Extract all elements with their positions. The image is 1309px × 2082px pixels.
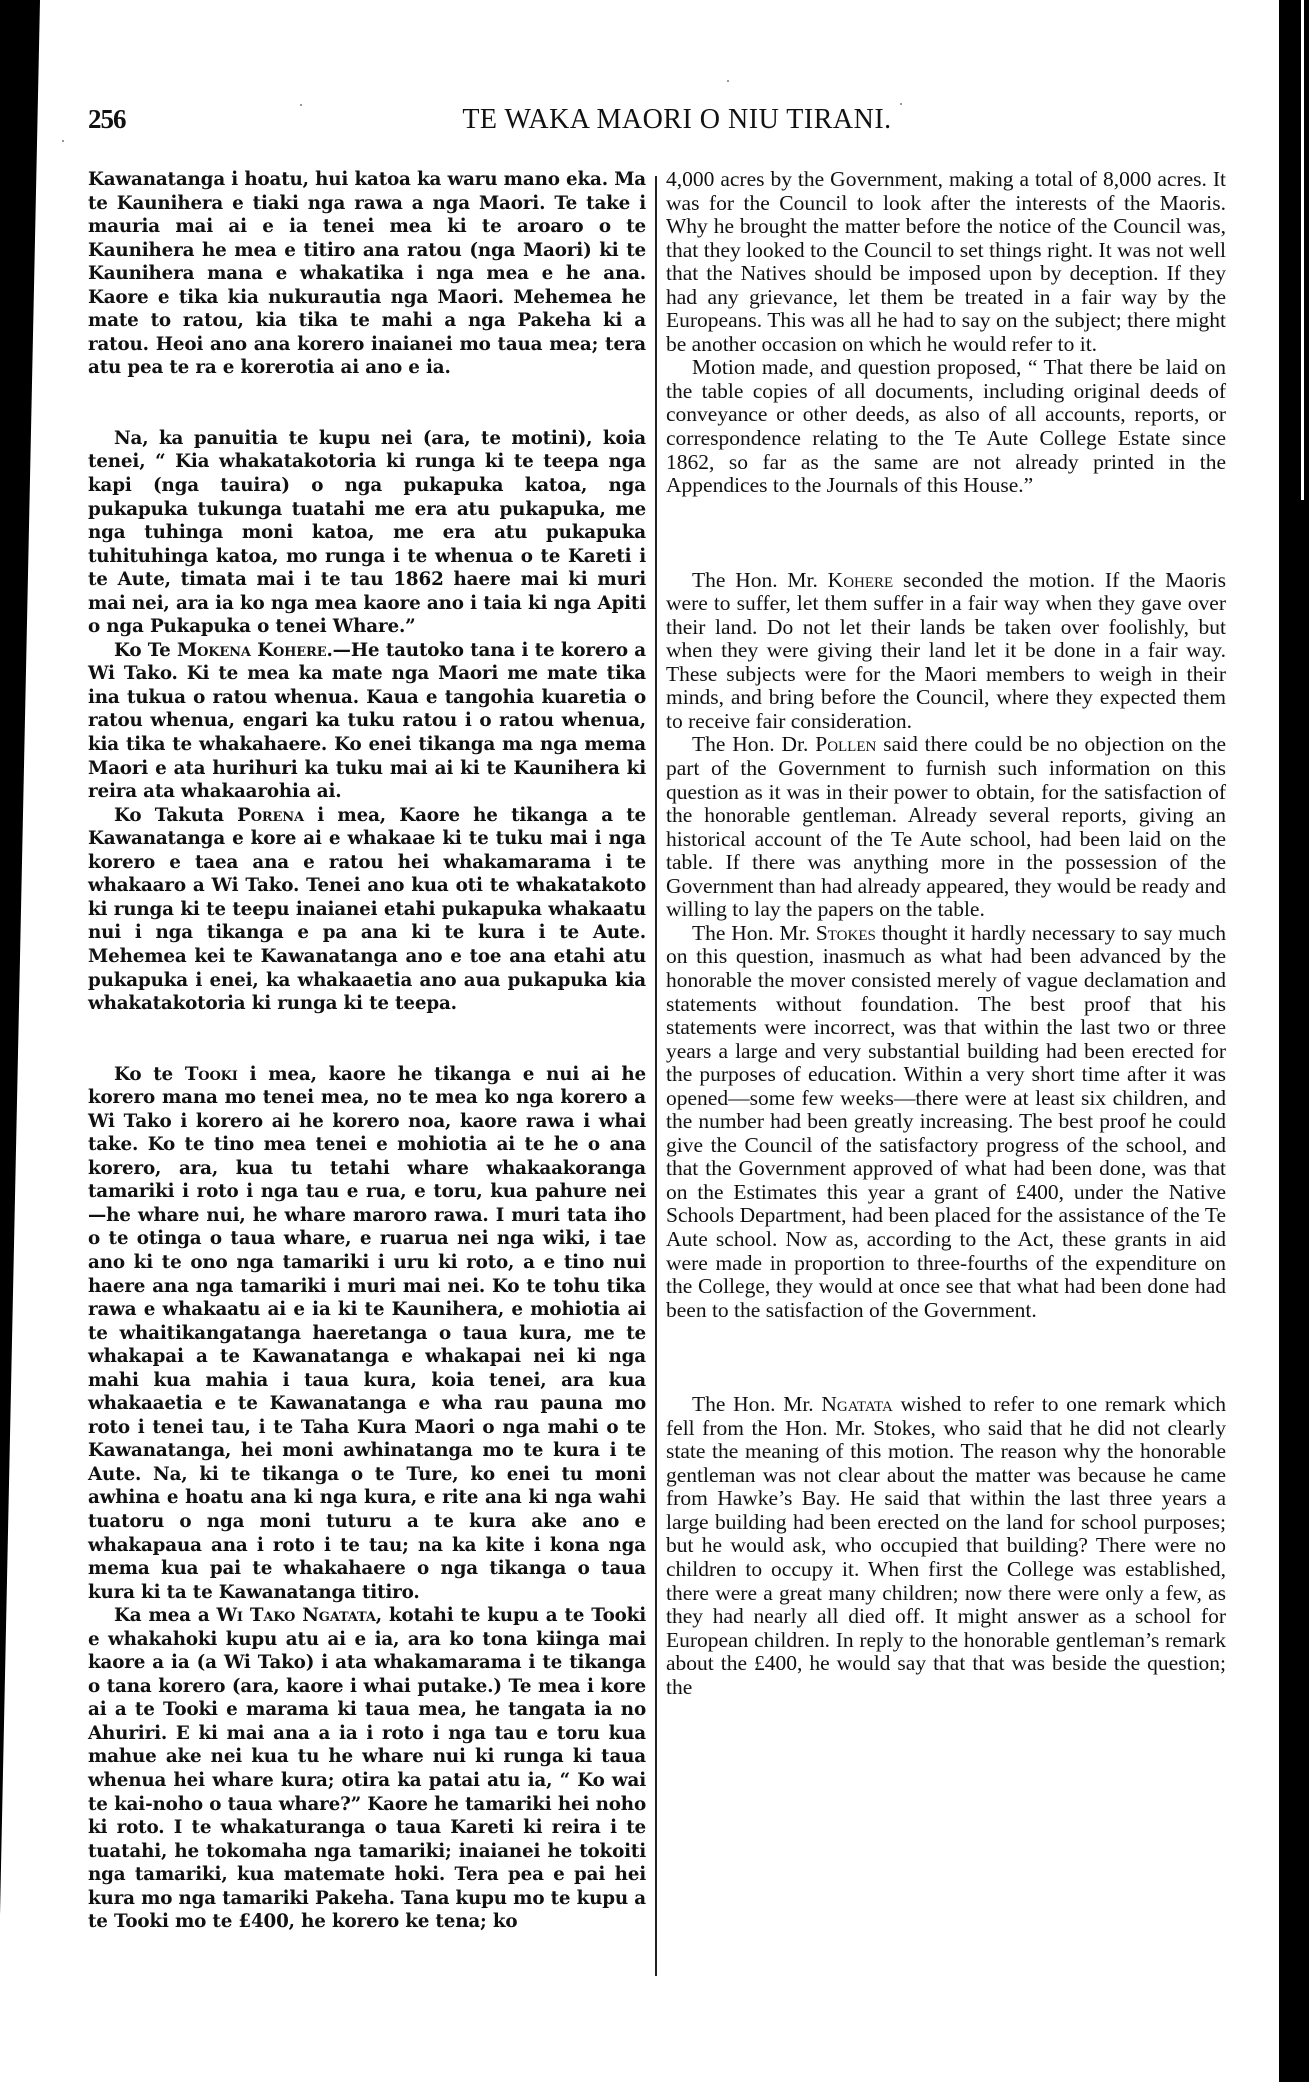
paragraph-text: , kotahi te kupu a te Tooki e whakahoki kupu atu ai e ia, ara ko tona kiinga mai kaore a ia (a Wi Tako) i ata whakamarama i te tikanga o tana korero (ara, kaore i whai putake.) Te mea i kore ai a te Tooki e marama ki taua mea, he tangata ia no Ahuriri. E ki mai ana a ia i roto i nga tau e toru kua mahue ake nei kua tu he whare nui ki runga ki taua whenua hei whare kura; otira ka patai atu ia, “ Ko wai te kai-noho o taua whare?” Kaore he tamariki hei noho ki roto. I te whakaturanga o taua Kareti ki reira i te tuatahi, he tokomaha nga tamariki; inaianei he tokoiti nga tamariki, kua matemate hoki. Tera pea e pai hei kura mo nga tamariki Pakeha. Tana kupu mo te kupu a te Tooki mo te £400, he korero ke tena; ko — [88, 1605, 646, 1933]
paragraph — [88, 639, 646, 804]
speaker-name: Mokena Kohere — [177, 639, 327, 661]
paragraph-text: 4,000 acres by the Government, making a total of 8,000 acres. It was for the Council to look after the interests of the Maoris. Why he brought the matter before the notice of the Council was, that they looked to the Council to set things right. It was not well that the Natives should be imposed upon by deception. If they had any grievance, let them be treated in a fair way by the Europeans. This was all he had to say on the subject; there might be another occasion on which he would refer to it. — [666, 167, 1226, 356]
paragraph — [88, 427, 646, 639]
speaker-name: Kohere — [827, 567, 894, 592]
speaker-name: Ngatata — [821, 1392, 893, 1417]
paragraph — [88, 168, 646, 380]
paragraph-text: seconded the motion. If the Maoris were to suffer, let them suffer in a fair way when they gave over their land. Do not let their lands be taken over foolishly, but when they were giving their land let it be done in a fair way. These subjects were for the Maori members to weigh in their minds, and bring before the Council, where they expected them to receive fair consideration. — [666, 567, 1226, 733]
paragraph-text: Na, ka panuitia te kupu nei (ara, te motini), koia tenei, “ Kia whakatakotoria ki runga ki te teepa nga kapi (nga tauira) o nga pukapuka katoa, nga pukapuka tukunga tuatahi me era atu pukapuka, me nga tuhinga moni katoa, me era atu pukapuka tuhituhinga katoa, mo runga i te whenua o te Kareti i te Aute, timata mai i te tau 1862 haere mai ki muri mai nei, ara ia ko nga mea kaore ano i taia ki nga Apiti o nga Pukapuka o tenei Whare.” — [88, 427, 646, 638]
speaker-name: Pollen — [815, 732, 877, 757]
paragraph — [666, 733, 1226, 921]
speaker-prefix: Ko te — [114, 1063, 185, 1085]
speaker-name: Tooki — [184, 1063, 238, 1085]
scan-speck — [62, 140, 64, 142]
paragraph-text: Kawanatanga i hoatu, hui katoa ka waru mano eka. Ma te Kaunihera e tiaki nga rawa a nga Maori. Te take i mauria mai ai e ia tenei mea ki te aroaro o te Kaunihera he mea e titiro ana ratou (nga Maori) ki te Kaunihera mana e whakatika i nga mea e he ana. Kaore e tika kia nukurautia nga Maori. Mehemea he mate to ratou, kia tika te mahi a nga Pakeha ki a ratou. Heoi ano ana korero inaianei mo taua mea; tera atu pea te ra e korerotia ai ano e ia. — [88, 169, 646, 379]
scan-speck — [900, 103, 902, 105]
paragraph — [666, 569, 1226, 734]
speaker-prefix: The Hon. Mr. — [692, 567, 828, 592]
speaker-prefix: Ka mea a — [114, 1605, 217, 1627]
left-column — [88, 168, 646, 1934]
paragraph-text: said there could be no objection on the part of the Government to furnish such information on this question as it was in their power to obtain, for the satisfaction of the honorable gentleman. Already several reports, giving an historical account of the Te Aute school, had been laid on the table. If there was anything more in the possession of the Government than had already appeared, they would be ready and willing to lay the papers on the table. — [666, 732, 1227, 922]
paragraph — [88, 804, 646, 1016]
paragraph — [666, 1393, 1226, 1699]
paragraph — [88, 1604, 646, 1934]
scan-speck — [727, 80, 729, 82]
paragraph-text: i mea, kaore he tikanga e nui ai he korero mana mo tenei mea, no te mea ko nga korero a Wi Tako i korero ai he korero noa, kaore rawa i whai take. Ko te tino mea tenei e mohiotia ai te he o ana korero, ara, kua tu tetahi whare whakaakoranga tamariki i roto i nga tau e rua, e toru, kua pahure nei—he whare nui, he whare maroro rawa. I muri tata iho o te otinga o taua whare, e ruarua nei nga wiki, i tae ano ki te ono nga tamariki i uru ki roto, a e tino nui haere ana nga tamariki i muri mai nei. Ko te tohu tika rawa e whakaatu ai e ia ki te Kaunihera, e mohiotia ai te whaitikangatanga haeretanga o taua kura, me te whakapai a te Kawanatanga e whakapai nei ki nga mahi kua mahia i taua kura, koia tenei, ara kua whakaaetia e te Kawanatanga e wha rau pauna mo roto i tenei tau, i te Taha Kura Maori o nga mahi o te Kawanatanga, hei moni awhinatanga mo te kura i te Aute. Na, ki te tikanga o te Ture, ko enei tu moni awhina e hoatu ana ki nga kura, e rite ana ki nga wahi tuatoru o nga moni tuturu a te kura ake ano e whakapaua ana i roto i te tau; na ka kite i kona nga mema kua pai te whakahaere o nga tikanga o taua kura ki ta te Kawanatanga titiro. — [88, 1063, 646, 1603]
paragraph — [666, 168, 1226, 356]
paragraph — [666, 356, 1226, 497]
speaker-prefix: The Hon. Mr. — [692, 920, 816, 945]
speaker-name: Stokes — [815, 920, 876, 945]
speaker-prefix: Ko Takuta — [114, 804, 238, 826]
speaker-prefix: The Hon. Dr. — [692, 732, 816, 757]
speaker-name: Porena — [237, 804, 304, 826]
running-title: TE WAKA MAORI O NIU TIRANI. — [462, 104, 892, 135]
scan-border-highlight — [1301, 0, 1304, 500]
scan-speck — [300, 104, 302, 106]
paragraph-text: thought it hardly necessary to say much on this question, inasmuch as what had been advanced by the honorable the mover consisted merely of vague declamation and statements without foundation. The best proof that his statements were incorrect, was that within the last two or three years a large and very substantial building had been erected for the purposes of education. Within a very short time after it was opened—some few weeks—there were at least six children, and the number had been greatly increasing. The best proof he could give the Council of the satisfactory progress of the school, and that the Government approved of what had been done, was that on the Estimates this year a grant of £400, under the Native Schools Department, had been placed for the assistance of the Te Aute school. Now as, according to the Act, these grants in aid were made in proportion to three-fourths of the expenditure on the College, they would at once see that what had been done had been to the satisfaction of the Government. — [666, 920, 1226, 1322]
paragraph-text: wished to refer to one remark which fell from the Hon. Mr. Stokes, who said that he did not clearly state the meaning of this motion. The reason why the honorable gentleman was not clear about the matter was because he came from Hawke’s Bay. He said that within the last three years a large building had been erected on the land for school purposes; but he would ask, who occupied that building? There were no children to occupy it. When first the College was established, there were a great many children; now there were only a few, as they had nearly all died off. It might answer as a school for European children. In reply to the honorable gentleman’s remark about the £400, he would say that that was beside the question; the — [666, 1392, 1227, 1699]
page-number: 256 — [88, 104, 126, 134]
speaker-name: Wi Tako Ngatata — [216, 1605, 376, 1627]
paragraph-text: Motion made, and question proposed, “ That there be laid on the table copies of all documents, including original deeds of conveyance or other deeds, as also of all accounts, reports, or correspondence relating to the Te Aute College Estate since 1862, so far as the same are not already printed in the Appendices to the Journals of this House.” — [666, 355, 1226, 498]
speaker-prefix: The Hon. Mr. — [692, 1392, 822, 1417]
right-column — [666, 168, 1226, 1699]
page-header — [88, 104, 1226, 140]
scan-border-right — [1279, 0, 1309, 2082]
paragraph — [666, 922, 1226, 1322]
column-divider — [655, 176, 657, 1976]
paragraph-text: .—He tautoko tana i te korero a Wi Tako. Ki te mea ka mate nga Maori me mate tika ina tukua o ratou whenua. Kaua e tangohia kuaretia o ratou whenua, engari ka tuku ratou i o ratou whenua, kia tika te whakahaere. Ko enei tikanga ma nga mema Maori e ata hurihuri ka tuku mai ai ki te Kaunihera ki reira ata whakaarohia ai. — [88, 639, 646, 803]
scan-border-left — [0, 0, 40, 2082]
paragraph-text: i mea, Kaore he tikanga a te Kawanatanga e kore ai e whakaae ki te tuku mai i nga korero e taea ana e ratou hei whakamarama i te whakaaro a Wi Tako. Tenei ano kua oti te whakatakoto ki runga ki te teepu inaianei etahi pukapuka whakaatu nui i nga tikanga e pa ana ki te kura i te Aute. Mehemea kei te Kawanatanga ano e toe ana etahi atu pukapuka i enei, ka whakaaetia ano aua pukapuka kia whakatakotoria ki runga ki te teepa. — [88, 804, 647, 1015]
paragraph — [88, 1063, 646, 1605]
speaker-prefix: Ko Te — [114, 639, 178, 661]
